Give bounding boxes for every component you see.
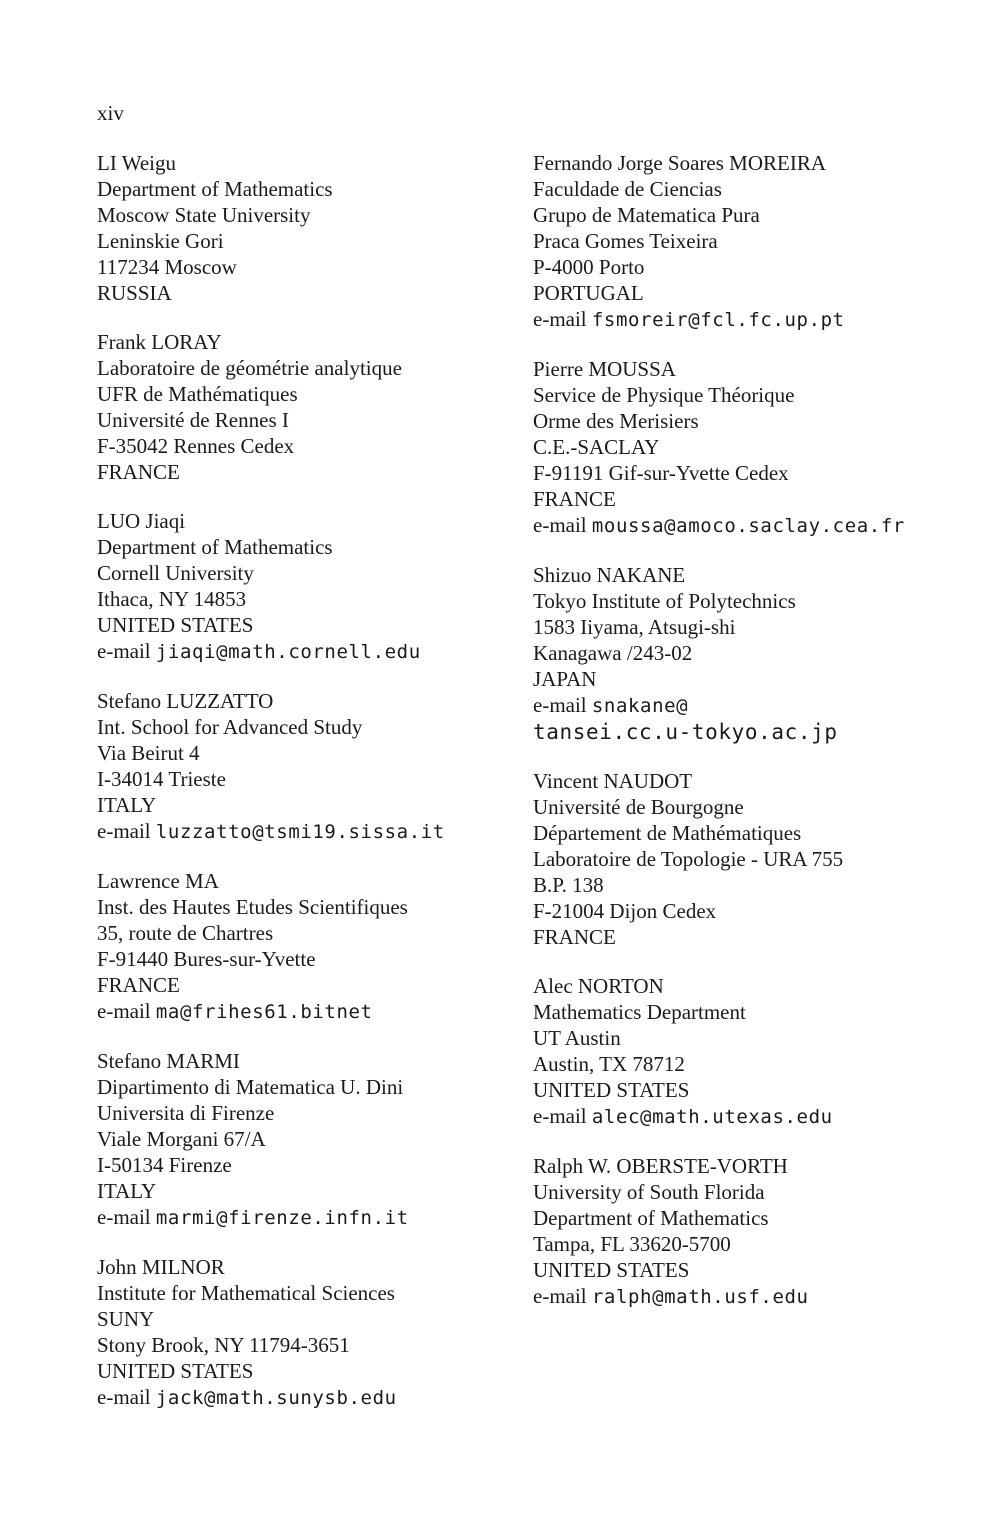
contact-entry	[97, 508, 533, 665]
address-line: Tokyo Institute of Polytechnics	[533, 589, 796, 613]
email-address-continued: tansei.cc.u-tokyo.ac.jp	[533, 720, 838, 744]
address-line: Département de Mathématiques	[533, 821, 802, 845]
address-line: F-35042 Rennes Cedex	[97, 434, 295, 458]
email-line	[97, 1384, 533, 1411]
address-line: Faculdade de Ciencias	[533, 177, 722, 201]
address-line: Université de Bourgogne	[533, 795, 744, 819]
address-line: F-91440 Bures-sur-Yvette	[97, 947, 316, 971]
address-line: F-21004 Dijon Cedex	[533, 899, 717, 923]
email-address: marmi@firenze.infn.it	[155, 1207, 409, 1229]
address-line: Praca Gomes Teixeira	[533, 229, 718, 253]
address-line: Stony Brook, NY 11794-3651	[97, 1333, 350, 1357]
email-line	[533, 306, 953, 333]
address-line: UFR de Mathématiques	[97, 382, 298, 406]
address-line: Austin, TX 78712	[533, 1052, 685, 1076]
email-address: jiaqi@math.cornell.edu	[155, 641, 421, 663]
address-line: FRANCE	[97, 973, 180, 997]
contact-entry	[97, 688, 533, 845]
email-label: e-mail	[533, 307, 587, 331]
email-line	[533, 692, 953, 719]
address-line: Department of Mathematics	[97, 535, 333, 559]
email-address: snakane@	[591, 695, 689, 717]
email-line	[533, 1103, 953, 1130]
address-line: Laboratoire de géométrie analytique	[97, 356, 402, 380]
address-line: FRANCE	[97, 460, 180, 484]
address-line: Int. School for Advanced Study	[97, 715, 363, 739]
address-line: Via Beirut 4	[97, 741, 200, 765]
contact-entry	[533, 768, 953, 950]
address-line: ITALY	[97, 793, 157, 817]
contact-entry	[533, 562, 953, 745]
address-line: Tampa, FL 33620-5700	[533, 1232, 731, 1256]
address-line: SUNY	[97, 1307, 155, 1331]
address-line: Orme des Merisiers	[533, 409, 699, 433]
email-label: e-mail	[97, 639, 151, 663]
address-line: FRANCE	[533, 925, 616, 949]
contact-name: Ralph W. OBERSTE-VORTH	[533, 1154, 788, 1178]
address-line: C.E.-SACLAY	[533, 435, 660, 459]
contact-name: Fernando Jorge Soares MOREIRA	[533, 151, 826, 175]
email-address: alec@math.utexas.edu	[591, 1106, 833, 1128]
contact-entry	[533, 356, 953, 539]
contact-entry	[533, 973, 953, 1130]
email-address: ma@frihes61.bitnet	[155, 1001, 373, 1023]
address-line: Viale Morgani 67/A	[97, 1127, 266, 1151]
address-line: FRANCE	[533, 487, 616, 511]
address-line: 1583 Iiyama, Atsugi-shi	[533, 615, 736, 639]
address-line: Laboratoire de Topologie - URA 755	[533, 847, 844, 871]
address-line: 117234 Moscow	[97, 255, 237, 279]
address-line: Dipartimento di Matematica U. Dini	[97, 1075, 404, 1099]
address-line: Cornell University	[97, 561, 254, 585]
email-label: e-mail	[533, 513, 587, 537]
address-line: Ithaca, NY 14853	[97, 587, 247, 611]
address-line: Kanagawa /243-02	[533, 641, 693, 665]
address-line: RUSSIA	[97, 281, 172, 305]
address-line: I-50134 Firenze	[97, 1153, 232, 1177]
email-label: e-mail	[97, 819, 151, 843]
email-line	[97, 998, 533, 1025]
email-address: moussa@amoco.saclay.cea.fr	[591, 515, 905, 537]
address-line: ITALY	[97, 1179, 157, 1203]
address-line: I-34014 Trieste	[97, 767, 226, 791]
contact-name: Stefano MARMI	[97, 1049, 240, 1073]
email-address: ralph@math.usf.edu	[591, 1286, 809, 1308]
address-line: Moscow State University	[97, 203, 311, 227]
email-address: fsmoreir@fcl.fc.up.pt	[591, 309, 845, 331]
email-line	[97, 1204, 533, 1231]
email-line	[533, 512, 953, 539]
contact-name: Pierre MOUSSA	[533, 357, 676, 381]
address-columns	[97, 150, 960, 1434]
contact-name: Shizuo NAKANE	[533, 563, 686, 587]
email-label: e-mail	[533, 1104, 587, 1128]
contact-entry	[533, 1153, 953, 1310]
address-line: PORTUGAL	[533, 281, 644, 305]
address-line: Department of Mathematics	[97, 177, 333, 201]
contact-entry	[97, 150, 533, 306]
email-address: jack@math.sunysb.edu	[155, 1387, 397, 1409]
address-line: UNITED STATES	[97, 613, 254, 637]
contact-name: LUO Jiaqi	[97, 509, 186, 533]
address-line: Grupo de Matematica Pura	[533, 203, 760, 227]
address-line: Mathematics Department	[533, 1000, 746, 1024]
address-line: UT Austin	[533, 1026, 621, 1050]
address-line: B.P. 138	[533, 873, 604, 897]
left-column	[97, 150, 533, 1434]
right-column	[533, 150, 953, 1434]
contact-entry	[97, 1048, 533, 1231]
contact-name: Alec NORTON	[533, 974, 664, 998]
contact-name: Frank LORAY	[97, 330, 222, 354]
email-label: e-mail	[97, 1385, 151, 1409]
address-line: Leninskie Gori	[97, 229, 224, 253]
address-line: Institute for Mathematical Sciences	[97, 1281, 395, 1305]
contact-name: LI Weigu	[97, 151, 176, 175]
contact-entry	[533, 150, 953, 333]
address-line: 35, route de Chartres	[97, 921, 274, 945]
address-line: Service de Physique Théorique	[533, 383, 795, 407]
contact-entry	[97, 329, 533, 485]
contact-entry	[97, 868, 533, 1025]
email-line	[97, 818, 533, 845]
address-line: Department of Mathematics	[533, 1206, 769, 1230]
email-label: e-mail	[97, 1205, 151, 1229]
address-line: P-4000 Porto	[533, 255, 645, 279]
address-line: Université de Rennes I	[97, 408, 289, 432]
email-line	[97, 638, 533, 665]
contact-name: John MILNOR	[97, 1255, 225, 1279]
address-line: UNITED STATES	[533, 1258, 690, 1282]
email-address: luzzatto@tsmi19.sissa.it	[155, 821, 445, 843]
email-label: e-mail	[533, 1284, 587, 1308]
page-number: xiv	[97, 101, 124, 125]
address-line: UNITED STATES	[533, 1078, 690, 1102]
contact-name: Stefano LUZZATTO	[97, 689, 274, 713]
address-line: UNITED STATES	[97, 1359, 254, 1383]
address-line: F-91191 Gif-sur-Yvette Cedex	[533, 461, 789, 485]
address-line: University of South Florida	[533, 1180, 765, 1204]
contact-name: Lawrence MA	[97, 869, 219, 893]
contact-entry	[97, 1254, 533, 1411]
address-line: Inst. des Hautes Etudes Scientifiques	[97, 895, 408, 919]
contact-name: Vincent NAUDOT	[533, 769, 693, 793]
address-line: Universita di Firenze	[97, 1101, 275, 1125]
email-line	[533, 1283, 953, 1310]
address-line: JAPAN	[533, 667, 597, 691]
email-label: e-mail	[533, 693, 587, 717]
email-label: e-mail	[97, 999, 151, 1023]
